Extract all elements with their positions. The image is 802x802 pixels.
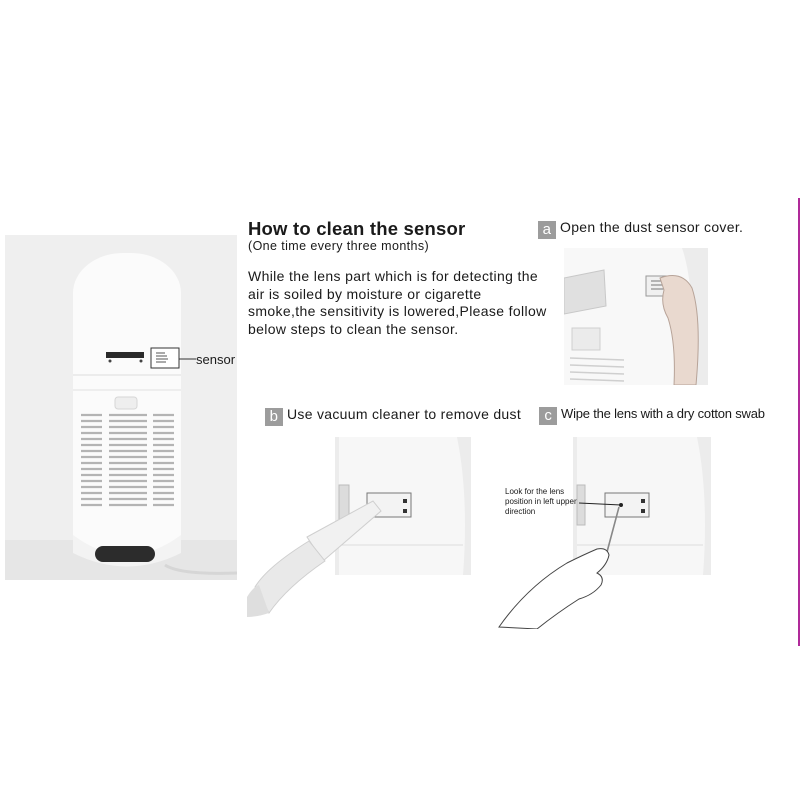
air-purifier-illustration <box>5 235 237 580</box>
step-c-badge: c <box>539 407 557 425</box>
cotton-swab-hand-illustration <box>497 437 711 629</box>
step-c-photo <box>497 437 711 629</box>
step-b-photo <box>247 437 471 617</box>
step-a-text: Open the dust sensor cover. <box>560 219 744 235</box>
step-a-badge: a <box>538 221 556 239</box>
description-text: While the lens part which is for detecting the air is soiled by moisture or cigarette smoke,the sensitivity is lowered,Please follow below steps to clean the sensor. <box>248 268 547 337</box>
step-a-heading <box>538 219 743 239</box>
step-a-photo <box>564 248 708 385</box>
step-b-heading <box>265 406 521 426</box>
step-b-text: Use vacuum cleaner to remove dust <box>287 406 522 422</box>
hand-opening-cover-illustration <box>564 248 708 385</box>
sensor-callout-label: sensor <box>196 352 236 367</box>
vacuum-nozzle-illustration <box>247 437 471 617</box>
page-subtitle: (One time every three months) <box>248 239 430 253</box>
step-c-heading <box>539 406 765 425</box>
air-purifier-photo <box>5 235 237 580</box>
page-edge-accent-line <box>798 198 800 646</box>
lens-position-note: Look for the lens position in left upper direction <box>505 487 577 516</box>
step-b-badge: b <box>265 408 283 426</box>
step-c-text: Wipe the lens with a dry cotton swab <box>561 406 765 421</box>
page-title: How to clean the sensor <box>248 218 466 239</box>
